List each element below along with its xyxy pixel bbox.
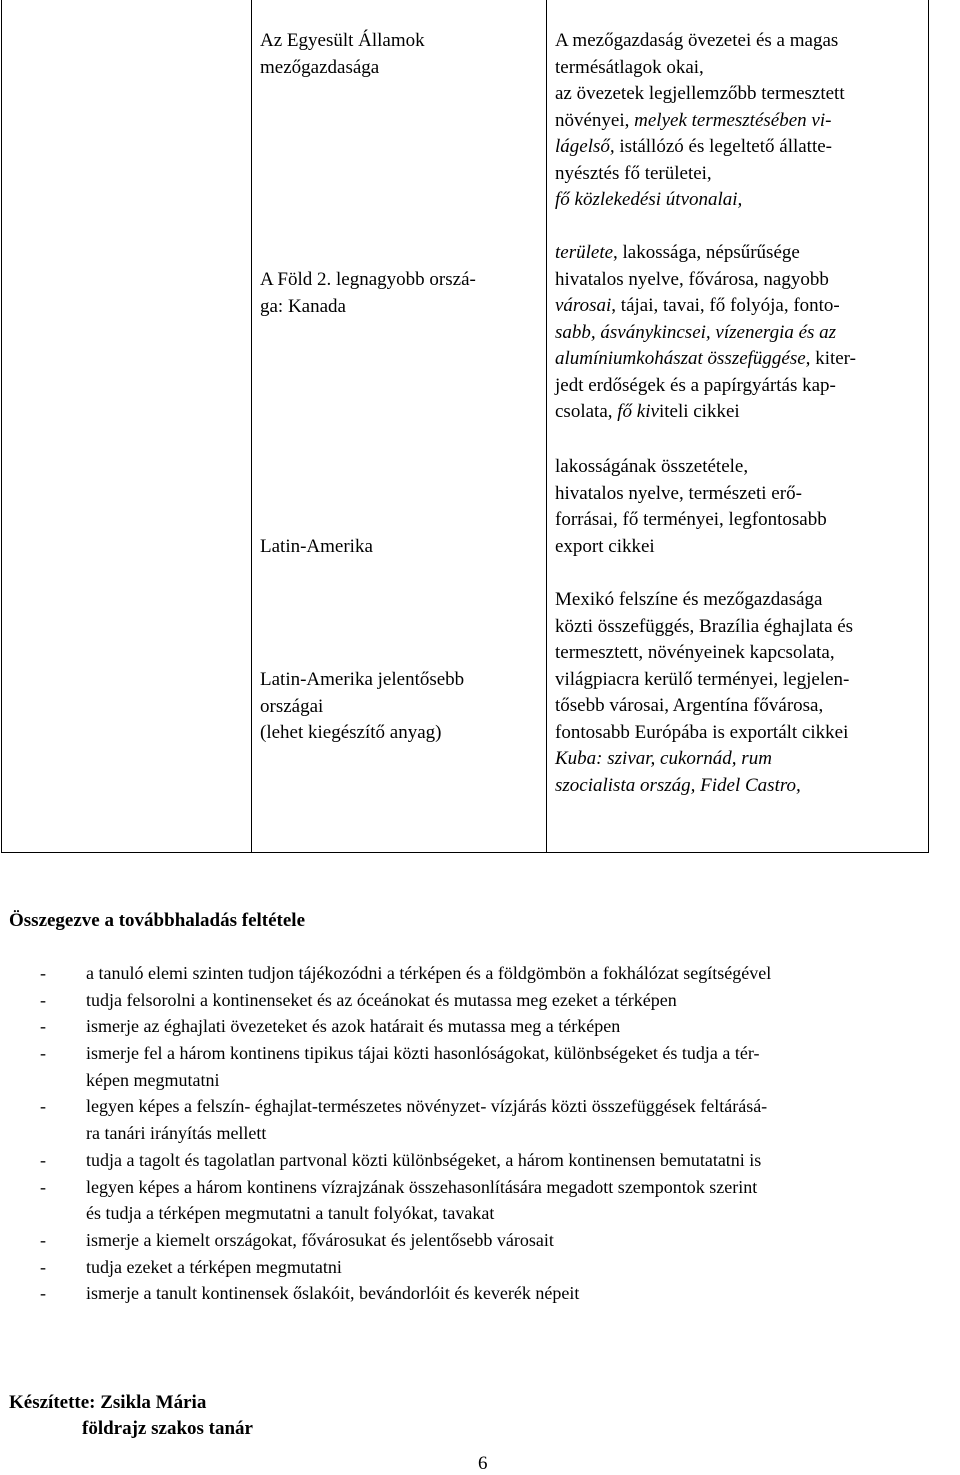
author-name: Készítette: Zsikla Mária — [9, 1392, 207, 1413]
requirement-item — [9, 987, 959, 1014]
content-latin-america-countries — [555, 587, 853, 799]
content-line — [555, 293, 856, 320]
content-text-run: alumíniumkohászat összefüggése, — [555, 348, 811, 369]
content-latin-america — [555, 454, 827, 560]
content-line — [555, 187, 845, 214]
content-text-run: fő közlekedési útvonalai, — [555, 189, 743, 210]
content-line — [555, 320, 856, 347]
content-text-run: hivatalos nyelve, természeti erő- — [555, 482, 802, 504]
content-text-run: forrásai, fő terményei, legfontosabb — [555, 509, 827, 530]
requirement-line: legyen képes a felszín- éghajlat-természetes növényzet- vízjárás közti összefüggések feltárásá- — [86, 1096, 768, 1117]
topic-latin-america: Latin-Amerika — [260, 536, 373, 557]
requirement-text — [86, 1040, 759, 1093]
content-line — [555, 373, 856, 400]
content-line — [555, 108, 845, 135]
content-text-run: tősebb városai, Argentína fővárosa, — [555, 695, 824, 716]
content-line — [555, 746, 853, 773]
content-text-run: , tájai, tavai, fő folyója, fonto- — [611, 295, 840, 316]
content-canada — [555, 240, 856, 426]
requirement-item — [9, 1280, 959, 1307]
requirement-item — [9, 1013, 959, 1040]
content-line — [555, 507, 827, 534]
requirement-text — [86, 960, 771, 987]
content-line — [555, 614, 853, 641]
content-text-run: A mezőgazdaság övezetei és a magas — [555, 30, 839, 51]
content-line — [555, 773, 853, 800]
page-number: 6 — [478, 1453, 488, 1474]
content-line — [555, 81, 845, 108]
content-text-run: jedt erdőségek és a papírgyártás kap- — [555, 374, 836, 396]
list-dash: - — [40, 1016, 46, 1037]
summary-heading: Összegezve a továbbhaladás feltétele — [9, 910, 306, 931]
list-dash: - — [40, 1256, 46, 1277]
content-text-run: az övezetek legjellemzőbb termesztett — [555, 83, 845, 104]
content-line — [555, 240, 856, 267]
content-text-run: világpiacra kerülő terményei, legjelen- — [555, 668, 850, 690]
content-text-run: Mexikó felszíne és mezőgazdasága — [555, 589, 823, 610]
content-line — [555, 161, 845, 188]
requirement-item — [9, 1147, 959, 1174]
content-text-run: csolata, — [555, 401, 618, 422]
content-line — [555, 640, 853, 667]
content-line — [555, 267, 856, 294]
content-line — [555, 720, 853, 747]
content-text-run: közti összefüggés, Brazília éghajlata és — [555, 615, 854, 637]
requirement-item — [9, 960, 959, 987]
requirement-line: ismerje a kiemelt országokat, fővárosukat és jelentősebb városait — [86, 1229, 554, 1250]
content-line — [555, 55, 845, 82]
content-text-run: iteli cikkei — [658, 401, 740, 422]
content-text-run: nyésztés fő területei, — [555, 162, 712, 184]
requirement-line: legyen képes a három kontinens vízrajzának összehasonlítására megadott szempontok szerint — [86, 1176, 758, 1197]
content-text-run: fontosabb Európába is exportált cikkei — [555, 721, 849, 743]
content-text-run: lakosságának összetétele, — [555, 456, 749, 477]
author-title: földrajz szakos tanár — [82, 1418, 253, 1439]
content-text-run: szocialista ország, Fidel Castro, — [555, 774, 801, 796]
list-dash: - — [40, 1043, 46, 1064]
content-line — [555, 693, 853, 720]
content-text-run: sabb, ásványkincsei, vízenergia és az — [555, 321, 837, 343]
requirement-item — [9, 1174, 959, 1227]
topic-latin-america-countries: Latin-Amerika jelentősebb országai (lehet kiegészítő anyag) — [260, 669, 465, 743]
list-dash: - — [40, 1283, 46, 1304]
content-text-run: istállózó és legeltető állatte- — [619, 136, 832, 157]
content-line — [555, 346, 856, 373]
requirement-text — [86, 1013, 620, 1040]
requirement-line: ismerje a tanult kontinensek őslakóit, bevándorlóit és keverék népeit — [86, 1283, 580, 1304]
content-text-run: területe — [555, 242, 614, 263]
requirement-line: ra tanári irányítás mellett — [86, 1123, 267, 1144]
list-dash: - — [40, 1149, 46, 1170]
requirement-text — [86, 1227, 554, 1254]
content-text-run: lágelső, — [555, 136, 620, 157]
content-text-run: Kuba: szivar, cukornád, rum — [555, 748, 772, 769]
content-line — [555, 28, 845, 55]
content-text-run: hivatalos nyelve, fővárosa, nagyobb — [555, 268, 829, 290]
content-line — [555, 134, 845, 161]
list-dash: - — [40, 989, 46, 1010]
requirement-text — [86, 1280, 579, 1307]
content-text-run: termesztett, növényeinek kapcsolata, — [555, 642, 835, 663]
list-dash: - — [40, 963, 46, 983]
content-line — [555, 481, 827, 508]
content-line — [555, 587, 853, 614]
list-dash: - — [40, 1096, 46, 1117]
content-text-run: export cikkei — [555, 535, 655, 557]
content-text-run: termésátlagok okai, — [555, 56, 704, 78]
requirement-line: tudja ezeket a térképen megmutatni — [86, 1256, 342, 1277]
topic-usa: Az Egyesült Államok mezőgazdasága — [260, 30, 425, 78]
table-divider-left — [251, 0, 252, 852]
requirement-line: ismerje fel a három kontinens tipikus tájai közti hasonlóságokat, különbségeket és tudja a tér- — [86, 1043, 760, 1064]
content-line — [555, 454, 827, 481]
requirement-line: tudja felsorolni a kontinenseket és az óceánokat és mutassa meg ezeket a térképen — [86, 989, 677, 1010]
requirement-text — [86, 1174, 757, 1227]
requirement-item — [9, 1040, 959, 1093]
curriculum-table — [1, 0, 929, 853]
requirement-text — [86, 1147, 761, 1174]
requirements-list — [9, 960, 959, 1307]
requirement-item — [9, 1254, 959, 1281]
requirement-item — [9, 1227, 959, 1254]
list-dash: - — [40, 1176, 46, 1197]
requirement-text — [86, 1254, 342, 1281]
topic-canada: A Föld 2. legnagyobb orszá- ga: Kanada — [260, 269, 476, 317]
requirement-text — [86, 1093, 767, 1146]
requirement-line: tudja a tagolt és tagolatlan partvonal közti különbségeket, a három kontinensen bemutatatni is — [86, 1149, 762, 1170]
requirement-line: ismerje az éghajlati övezeteket és azok határait és mutassa meg a térképen — [86, 1016, 621, 1037]
content-text-run: melyek termesztésében vi- — [634, 109, 832, 131]
content-text-run: növényei, — [555, 109, 635, 131]
content-text-run: , lakossága, népsűrűsége — [613, 242, 800, 263]
requirement-line: képen megmutatni — [86, 1069, 220, 1090]
requirement-item — [9, 1093, 959, 1146]
table-divider-right — [546, 0, 547, 852]
requirement-text — [86, 987, 677, 1014]
content-line — [555, 534, 827, 561]
content-text-run: városai — [555, 295, 612, 316]
requirement-line: a tanuló elemi szinten tudjon tájékozódni a térképen és a földgömbön a fokhálózat segítségével — [86, 963, 772, 983]
content-text-run: fő kiv — [617, 401, 659, 422]
list-dash: - — [40, 1229, 46, 1250]
requirement-line: és tudja a térképen megmutatni a tanult folyókat, tavakat — [86, 1203, 495, 1224]
content-line — [555, 667, 853, 694]
content-line — [555, 399, 856, 426]
content-usa — [555, 28, 845, 214]
content-text-run: kiter- — [810, 348, 856, 369]
